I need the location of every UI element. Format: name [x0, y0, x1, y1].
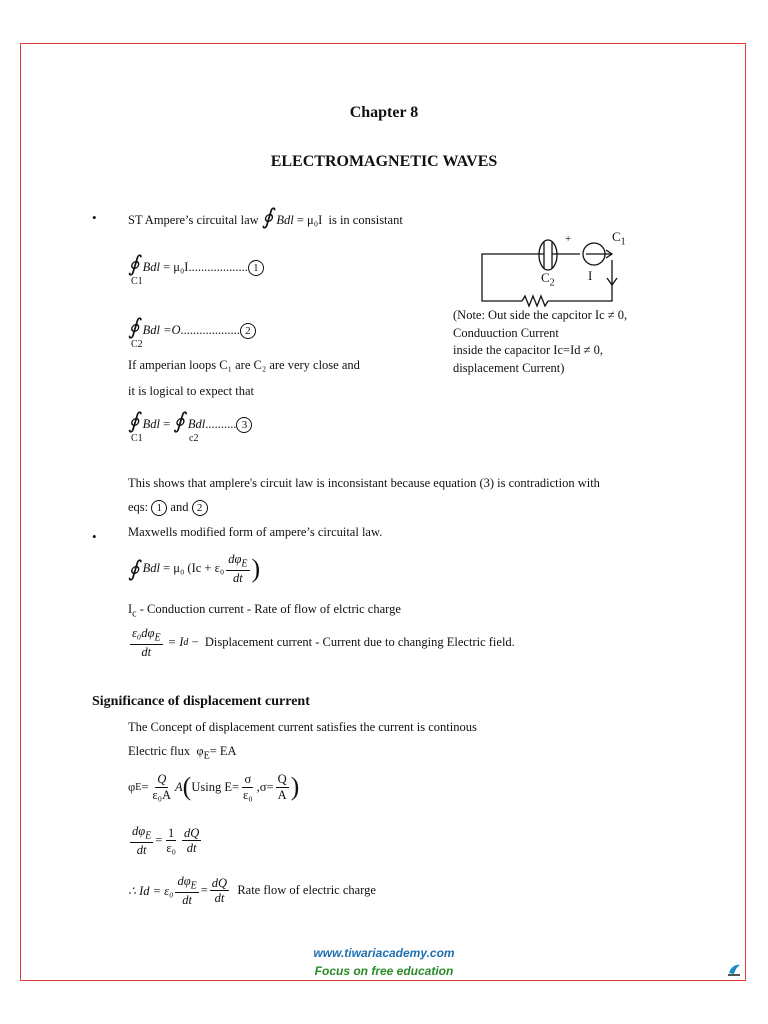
flux-eq-lhs-sub: E [135, 781, 142, 793]
final-eq: = [200, 883, 208, 898]
open-paren: ( [182, 772, 192, 801]
deriv-n1-sub: E [145, 830, 152, 842]
flux-sym: φ [196, 744, 204, 758]
loops-text-1: If amperian loops C₁ are C₂ are very close and [128, 358, 360, 372]
section-heading: Significance of displacement current [92, 694, 310, 709]
eq3-subscript-2: c2 [189, 433, 199, 444]
ampere-tail: is in consistant [328, 213, 403, 227]
flux-sub: E [203, 750, 210, 762]
eq3-eq: = [163, 417, 171, 431]
final-fraction-1 [175, 874, 198, 907]
eq3-lhs: Bdl [142, 417, 160, 431]
flux-eq-sign: = [141, 779, 149, 794]
shows-text-1: This shows that amplere's circuit law is inconsistant because equation (3) is contradiction with [128, 476, 600, 490]
ic-sub: c [132, 608, 137, 620]
ampere-rhs: = μ₀I [296, 213, 323, 227]
final-prefix: ∴ Id = ε₀ [128, 883, 174, 898]
derivative-equation [128, 824, 203, 857]
final-n2: dQ [211, 875, 228, 890]
flux-num: Q [157, 772, 167, 787]
footer-tagline: Focus on free education [314, 964, 454, 978]
eq2-dots: ................... [180, 323, 240, 337]
eq2-number: 2 [240, 323, 256, 339]
contour-integral-icon: ∮ [128, 251, 140, 276]
ic-line [128, 602, 401, 620]
eq3-number: 3 [236, 417, 252, 433]
shows-eqs-label: eqs: [128, 500, 149, 514]
flux-using: Using E= [191, 779, 240, 794]
circuit-note [453, 307, 627, 377]
ic-text: - Conduction current - Rate of flow of elctric charge [139, 602, 401, 616]
ic-sym: I [128, 602, 133, 616]
q-fraction [276, 772, 289, 802]
q-num: Q [277, 772, 287, 787]
circle-1: 1 [151, 500, 167, 516]
final-equation [128, 874, 376, 907]
maxwell-equation [128, 552, 260, 585]
sigma-fraction [241, 772, 255, 802]
flux-label: Electric flux [128, 744, 191, 758]
circle-2: 2 [192, 500, 208, 516]
ampere-lhs: Bdl [276, 213, 294, 227]
chapter-label: Chapter 8 [349, 104, 419, 121]
sigma-num: σ [244, 772, 252, 787]
bullet-marker: • [92, 210, 97, 225]
eq3-dots: .......... [205, 417, 237, 431]
eq2-subscript: C2 [131, 339, 143, 350]
id-num: ε₀dφ [132, 626, 155, 640]
label-c1-letter: C [612, 229, 621, 244]
eq1-lhs: Bdl [142, 260, 160, 274]
eq1-rhs: = μ₀I [163, 260, 189, 274]
deriv-fraction-3 [182, 826, 201, 856]
deriv-n1: dφ [132, 824, 146, 838]
id-dash: − [191, 635, 199, 650]
deriv-d3: dt [186, 841, 197, 856]
maxwell-num-sub: E [241, 558, 248, 570]
maxwell-fraction [226, 552, 249, 585]
ampere-law-line [128, 206, 403, 228]
contour-integral-icon: ∮ [128, 408, 140, 433]
id-num-sub: E [154, 632, 161, 644]
maxwell-num: dφ [228, 552, 242, 566]
flux-rhs: = EA [209, 744, 237, 758]
deriv-d1: dt [136, 843, 147, 857]
q-den: A [277, 787, 287, 802]
deriv-n2: 1 [168, 825, 175, 840]
shows-text-2 [128, 500, 208, 516]
resistor-icon [522, 296, 548, 306]
label-c1-sub: 1 [620, 236, 626, 248]
eq2-rhs: =O [163, 323, 181, 337]
id-rhs-sub: d [183, 637, 189, 649]
maxwell-text: Maxwells modified form of ampere’s circuital law. [128, 525, 383, 539]
chapter-title: ELECTROMAGNETIC WAVES [270, 153, 498, 170]
sigma-eq: ,σ= [256, 779, 274, 794]
eq1-dots: ................... [188, 260, 248, 274]
tiwari-academy-logo-icon [726, 962, 742, 978]
flux-eq-lhs: φ [128, 779, 136, 794]
eq3-subscript-1: C1 [131, 433, 143, 444]
final-n1-sub: E [190, 880, 197, 892]
flux-fraction [150, 772, 173, 802]
note-line-3: inside the capacitor Ic=Id ≠ 0, [453, 343, 603, 357]
id-line [128, 626, 515, 659]
label-plus: + [565, 233, 572, 245]
note-line-2: Conduuction Current [453, 325, 559, 340]
note-line-4: displacement Current) [453, 360, 565, 375]
note-line-1: (Note: Out side the capcitor Ic ≠ 0, [453, 308, 628, 322]
eq1-subscript: C1 [131, 276, 143, 287]
label-c1 [612, 229, 626, 248]
deriv-fraction-2 [164, 826, 178, 856]
final-d1: dt [182, 893, 192, 907]
flux-den: ε₀A [152, 787, 172, 802]
contour-integral-icon: ∮ [173, 408, 185, 433]
label-c2 [541, 270, 555, 289]
contour-integral-icon: ∮ [128, 555, 140, 581]
deriv-eq: = [155, 833, 163, 848]
maxwell-lhs: Bdl [142, 561, 160, 576]
eq2-lhs: Bdl [142, 323, 160, 337]
equation-2 [128, 316, 256, 339]
final-d2: dt [214, 891, 225, 906]
maxwell-den: dt [232, 571, 243, 585]
concept-text: The Concept of displacement current satisfies the current is continous [128, 720, 477, 734]
bullet-marker: • [92, 529, 97, 544]
circuit-wire-left [482, 254, 544, 301]
contour-integral-icon: ∮ [261, 204, 274, 229]
final-n1: dφ [177, 874, 191, 888]
id-fraction [130, 626, 163, 659]
flux-a: A [175, 779, 183, 794]
maxwell-mid: = μ₀ (Ic + ε₀ [163, 561, 225, 576]
label-c2-letter: C [541, 270, 550, 285]
amperian-loop-c2 [539, 240, 557, 270]
shows-and: and [170, 500, 189, 514]
equation-1 [128, 253, 264, 276]
deriv-fraction-1 [130, 824, 153, 857]
id-text: Displacement current - Current due to changing Electric field. [204, 635, 515, 650]
final-fraction-2 [210, 876, 229, 906]
loops-text-2: it is logical to expect that [128, 384, 255, 398]
label-current: I [588, 268, 593, 283]
eq3-rhs: Bdl [187, 417, 206, 431]
close-paren: ) [290, 772, 300, 801]
eq1-number: 1 [248, 260, 264, 276]
contour-integral-icon: ∮ [128, 314, 140, 339]
ampere-intro: ST Ampere’s circuital law [128, 213, 259, 227]
id-den: dt [141, 645, 152, 659]
id-rhs: = I [167, 635, 184, 650]
footer-url[interactable]: www.tiwariacademy.com [313, 946, 455, 960]
flux-line [128, 744, 237, 762]
deriv-d2: ε₀ [166, 841, 176, 856]
sigma-den: ε₀ [243, 787, 253, 802]
flux-equation [128, 772, 299, 802]
equation-3 [128, 410, 252, 433]
final-text: Rate flow of electric charge [237, 883, 376, 898]
close-paren: ) [251, 553, 261, 583]
deriv-n3: dQ [183, 825, 200, 840]
circuit-wire-bottom [548, 273, 612, 301]
label-c2-sub: 2 [549, 277, 555, 289]
